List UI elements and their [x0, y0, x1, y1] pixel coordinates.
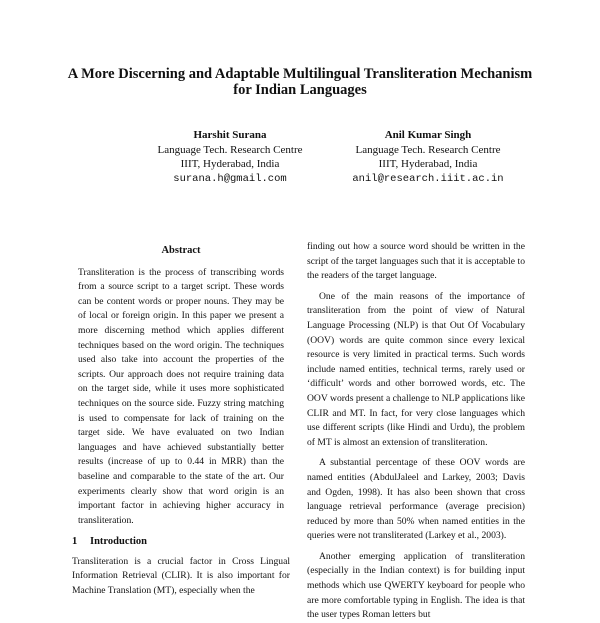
right-column [307, 240, 525, 623]
author-name: Harshit Surana [193, 129, 267, 141]
paragraph-continued: finding out how a source word should be written in the script of the target languages such that it is acceptable to the readers of the target language. [307, 241, 525, 282]
paragraph-input-methods: Another emerging application of transliteration (especially in the Indian context) is for building input methods which use QWERTY keyboard for people who are more comfortable typing in English. The idea is that the user types Roman letters but [307, 550, 525, 621]
title-line-2: for Indian Languages [233, 82, 367, 98]
section-title: Introduction [90, 536, 147, 548]
paragraph-named-entities: A substantial percentage of these OOV words are named entities (AbdulJaleel and Larkey, 2003; Davis and Ogden, 1998). It has also been shown that cross language retrieval performance (average precision) reduced by more than 50% when named entities in the queries were not transliterated (Larkey et al., 2003). [307, 457, 525, 542]
author-email[interactable]: surana.h@gmail.com [173, 172, 287, 185]
title-line-1: A More Discerning and Adaptable Multilingual Transliteration Mechanism [67, 66, 533, 82]
author-email[interactable]: anil@research.iiit.ac.in [352, 172, 504, 185]
author-affiliation: Language Tech. Research Centre [157, 143, 303, 156]
paper-title [40, 66, 560, 98]
author-name: Anil Kumar Singh [384, 129, 472, 141]
author-institution: IIIT, Hyderabad, India [180, 158, 280, 170]
left-column [72, 244, 290, 599]
paragraph-oov: One of the main reasons of the importance of transliteration from the point of view of Natural Language Processing (NLP) is that Out Of Vocabulary (OOV) words are quite common since every lexical resource is very limited in practical terms. Such words include named entities, technical terms, rarely used or ‘difficult’ words and other borrowed words, etc. The OOV words present a challenge to NLP applications like CLIR and MT. In fact, for very close languages which use different scripts (like Hindi and Urdu), the problem of MT is almost an extension of transliteration. [307, 290, 525, 448]
section-heading [72, 535, 290, 550]
abstract-text: Transliteration is the process of transcribing words from a source script to a target script. These words can be content words or proper nouns. They may be of local or foreign origin. In this paper we present a more discerning method which applies different techniques based on the word origin. The techniques used also take into account the properties of the scripts. Our approach does not require training data on the target side, while it uses more sophisticated techniques on the source side. Fuzzy string matching is used to compensate for lack of training on the target side. We have evaluated on two Indian languages and have achieved substantially better results (increase of up to 0.44 in MRR) than the baseline and comparable to the state of the art. Our experiments clearly show that word origin is an important factor in achieving higher accuracy in transliteration. [78, 266, 284, 526]
intro-paragraph: Transliteration is a crucial factor in Cross Lingual Information Retrieval (CLIR). It is also important for Machine Translation (MT), especially when the [72, 555, 290, 597]
abstract-heading: Abstract [161, 245, 201, 256]
author-institution: IIIT, Hyderabad, India [378, 158, 478, 170]
section-number: 1 [72, 536, 78, 548]
author-block-2 [298, 128, 558, 186]
author-affiliation: Language Tech. Research Centre [355, 143, 501, 156]
